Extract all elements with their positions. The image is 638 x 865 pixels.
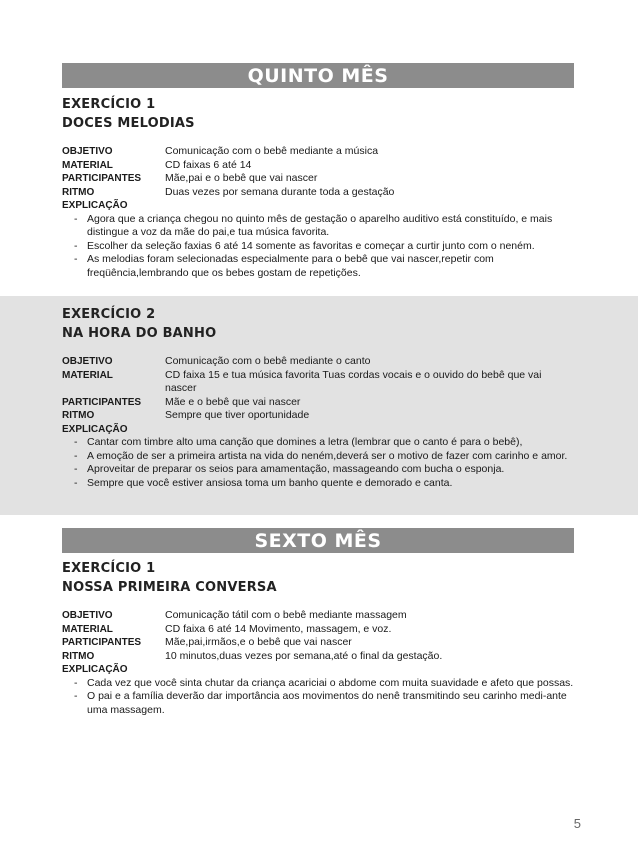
list-item: - Sempre que você estiver ansiosa toma um banho quente e demorado e canta. [74,476,453,489]
exercise-3-block [62,559,582,717]
field-objetivo [62,355,582,369]
list-item-text: As melodias foram selecionadas especialmente para o bebê que vai nascer,repetir com freqüência,lembrando que os bebes gostam de repetições. [87,253,494,279]
exercise-number: EXERCÍCIO 2 [62,307,156,322]
list-item: - A emoção de ser a primeira artista na vida do neném,deverá ser o motivo de fazer com carinho e amor. [74,449,568,462]
field-participantes [62,636,582,650]
list-item: - Cada vez que você sinta chutar da criança acariciai o abdome com muita suavidade e afeto que possas. [74,676,574,689]
field-label: PARTICIPANTES [62,637,142,648]
field-value: CD faixa 6 até 14 Movimento, massagem, e voz. [165,622,392,635]
field-value: Duas vezes por semana durante toda a gestação [165,185,395,198]
field-label: RITMO [62,650,95,662]
list-item: - Aproveitar de preparar os seios para amamentação, massageando com bucha o esponja. [74,463,505,475]
list-item: - O pai e a família deverão dar importância aos movimentos do nenê transmitindo seu carinho medi-ante uma massagem. [74,690,567,716]
list-item-text: Aproveitar de preparar os seios para amamentação, massageando com bucha o esponja. [87,463,505,475]
explicacao-list [62,436,582,490]
exercise-title: DOCES MELODIAS [62,116,195,131]
list-item-text: Sempre que você estiver ansiosa toma um banho quente e demorado e canta. [87,476,453,489]
field-value: CD faixas 6 até 14 [165,158,252,171]
section-banner-quinto-mes: QUINTO MÊS [62,63,574,88]
list-item-text: Cada vez que você sinta chutar da criança acariciai o abdome com muita suavidade e afeto que possas. [87,676,574,689]
field-label: OBJETIVO [62,146,113,157]
field-label: RITMO [62,410,95,421]
exercise-title: NOSSA PRIMEIRA CONVERSA [62,580,277,595]
field-label: RITMO [62,186,95,198]
list-item: - Agora que a criança chegou no quinto mês de gestação o aparelho auditivo está constituído, e mais distingue a voz da mãe do pai,e tua música favorita. [74,212,553,238]
explicacao-label: EXPLICAÇÃO [62,664,128,675]
explicacao-list [62,677,582,718]
field-label: PARTICIPANTES [62,396,142,408]
list-item: - Cantar com timbre alto uma canção que domines a letra (lembrar que o canto é para o bebê), [74,436,523,448]
field-label: MATERIAL [62,369,113,381]
list-item-text: O pai e a família deverão dar importância aos movimentos do nenê transmitindo seu carinho medi-ante uma massagem. [87,690,567,716]
field-ritmo [62,650,582,664]
field-value: Comunicação com o bebê mediante o canto [165,355,371,367]
field-objetivo [62,609,582,623]
field-label: MATERIAL [62,623,113,635]
field-value: 10 minutos,duas vezes por semana,até o final da gestação. [165,649,443,662]
field-label: OBJETIVO [62,356,113,367]
field-material [62,369,582,396]
field-label: PARTICIPANTES [62,173,142,184]
field-participantes [62,172,582,186]
page-number: 5 [573,816,581,831]
exercise-number: EXERCÍCIO 1 [62,97,156,112]
list-item: - As melodias foram selecionadas especialmente para o bebê que vai nascer,repetir com freqüência,lembrando que os bebes gostam de repetições. [74,253,494,279]
exercise-2-band [0,296,638,515]
field-label: MATERIAL [62,159,113,171]
field-value: Mãe,pai e o bebê que vai nascer [165,172,318,184]
exercise-2-block [62,305,582,490]
field-value: CD faixa 15 e tua música favorita Tuas cordas vocais e o ouvido do bebê que vai nascer [165,368,542,394]
field-value: Comunicação tátil com o bebê mediante massagem [165,609,407,621]
field-material [62,623,582,637]
list-item: - Escolher da seleção faxias 6 até 14 somente as favoritas e começar a curtir junto com o neném. [74,239,535,252]
field-objetivo [62,145,582,159]
field-ritmo [62,409,582,423]
list-item-text: Agora que a criança chegou no quinto mês de gestação o aparelho auditivo está constituído, e mais distingue a voz da mãe do pai,e tua música favorita. [87,212,553,238]
explicacao-list [62,213,582,281]
list-item-text: Escolher da seleção faxias 6 até 14 somente as favoritas e começar a curtir junto com o neném. [87,239,535,252]
field-value: Mãe,pai,irmãos,e o bebê que vai nascer [165,636,352,648]
field-label: OBJETIVO [62,610,113,621]
field-value: Comunicação com o bebê mediante a música [165,145,379,157]
field-participantes [62,396,582,410]
field-value: Mãe e o bebê que vai nascer [165,395,301,408]
field-value: Sempre que tiver oportunidade [165,409,310,421]
list-item-text: A emoção de ser a primeira artista na vida do neném,deverá ser o motivo de fazer com carinho e amor. [87,449,568,462]
explicacao-label: EXPLICAÇÃO [62,200,128,211]
list-item-text: Cantar com timbre alto uma canção que domines a letra (lembrar que o canto é para o bebê), [87,436,523,448]
explicacao-label: EXPLICAÇÃO [62,423,128,435]
field-ritmo [62,186,582,200]
exercise-1-block [62,95,582,280]
section-banner-sexto-mes: SEXTO MÊS [62,528,574,553]
exercise-title: NA HORA DO BANHO [62,326,217,341]
field-material [62,159,582,173]
exercise-number: EXERCÍCIO 1 [62,561,156,576]
